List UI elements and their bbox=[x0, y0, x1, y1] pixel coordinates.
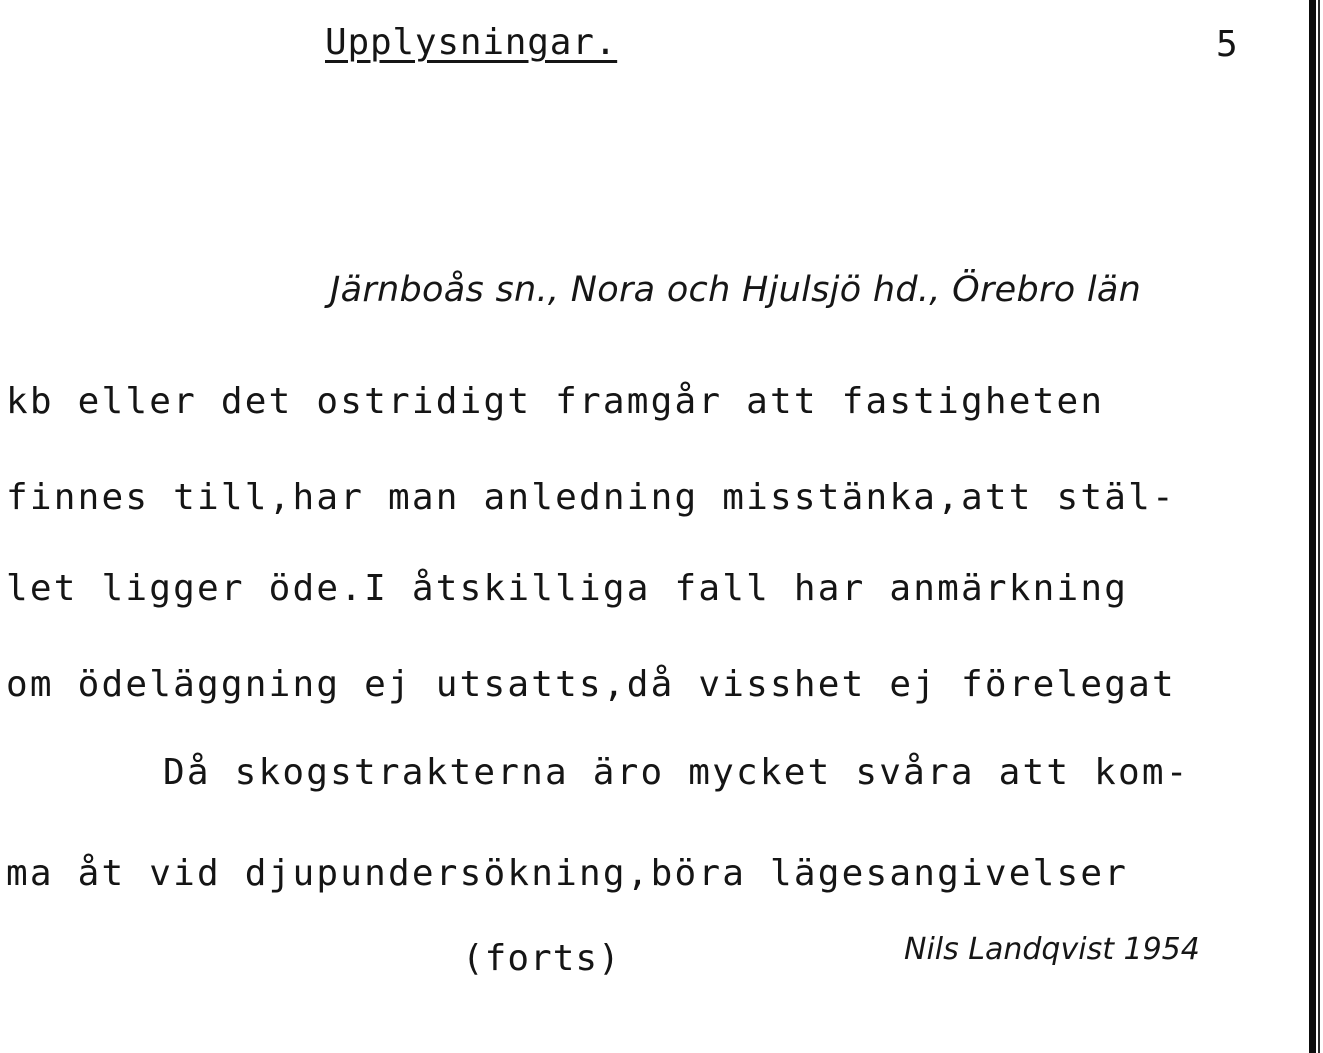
body-line-3: let ligger öde.I åtskilliga fall har anmärkning bbox=[6, 568, 1129, 609]
body-line-2: finnes till,har man anledning misstänka,att stäl- bbox=[6, 477, 1176, 518]
body-line-6: ma åt vid djupundersökning,böra lägesangivelser bbox=[6, 853, 1129, 894]
body-line-5: Då skogstrakterna äro mycket svåra att kom- bbox=[163, 752, 1190, 793]
continuation-note: (forts) bbox=[462, 938, 621, 979]
page-edge-line bbox=[1318, 0, 1320, 1053]
page-number: 5 bbox=[1216, 24, 1238, 65]
author-signature: Nils Landqvist 1954 bbox=[904, 932, 1200, 967]
body-line-1: kb eller det ostridigt framgår att fastigheten bbox=[6, 381, 1105, 422]
location-line: Järnboås sn., Nora och Hjulsjö hd., Örebro län bbox=[330, 270, 1142, 310]
body-line-4: om ödeläggning ej utsatts,då visshet ej förelegat bbox=[6, 664, 1176, 705]
page-edge-bar bbox=[1309, 0, 1316, 1053]
page-heading: Upplysningar. bbox=[325, 22, 618, 63]
